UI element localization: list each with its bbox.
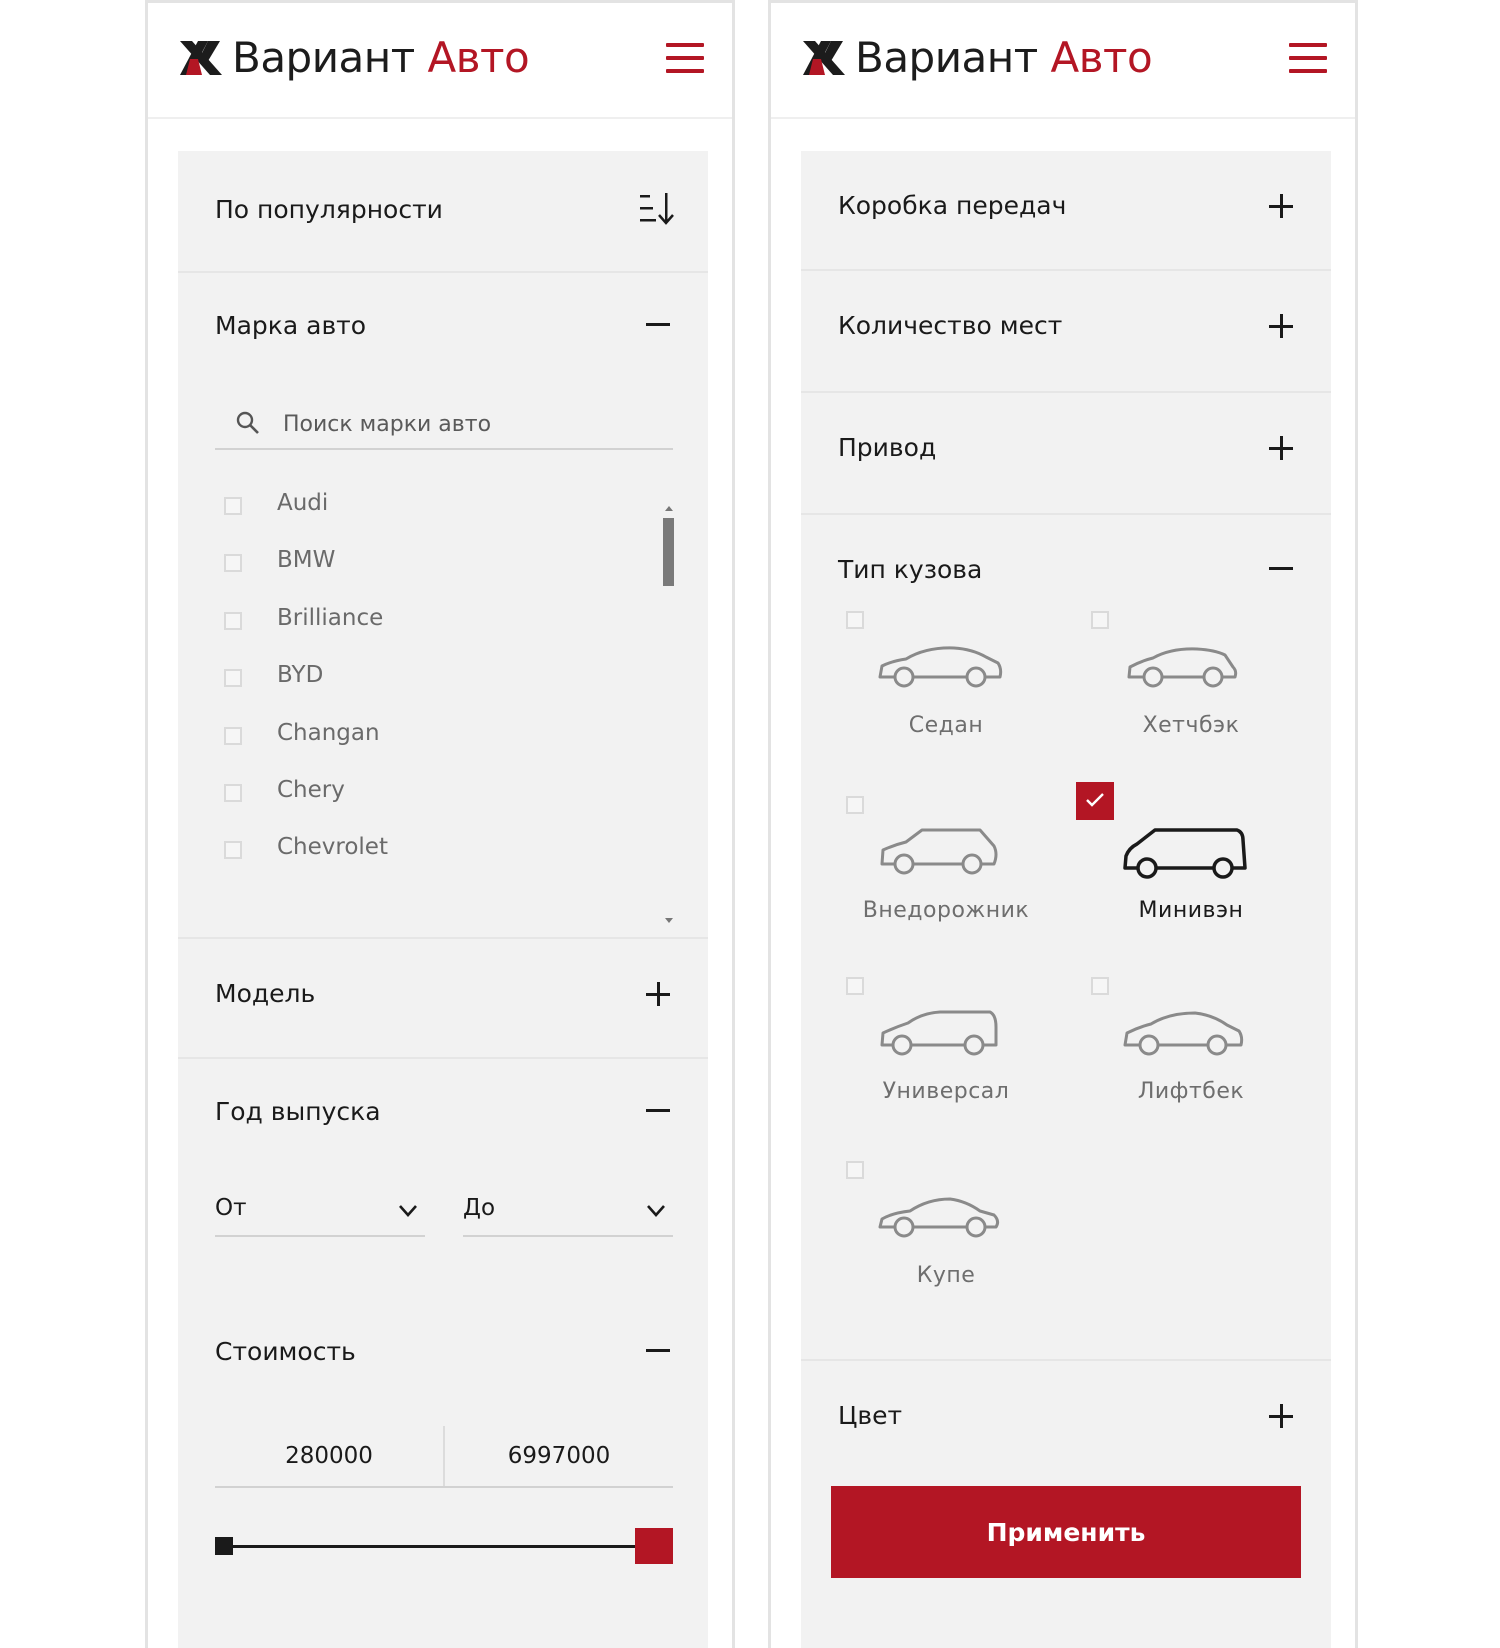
- filter-panel: [801, 151, 1331, 1648]
- year-from-select[interactable]: [215, 1185, 425, 1237]
- search-icon: [235, 410, 261, 436]
- make-option[interactable]: [215, 543, 615, 583]
- checkbox[interactable]: [846, 796, 864, 814]
- collapse-icon[interactable]: [1269, 555, 1295, 581]
- color-title: Цвет: [838, 1401, 903, 1430]
- body-type-label: Внедорожник: [862, 898, 1030, 923]
- checkbox[interactable]: [224, 612, 242, 630]
- logo-word-1: Вариант: [855, 33, 1038, 82]
- make-option[interactable]: [215, 601, 615, 641]
- expand-icon[interactable]: [646, 981, 672, 1007]
- year-from-label: От: [215, 1195, 247, 1221]
- checkbox[interactable]: [224, 841, 242, 859]
- body-type-label: Купе: [916, 1263, 976, 1288]
- checkbox[interactable]: [224, 497, 242, 515]
- filter-panel: [178, 151, 708, 1648]
- body-type-section-header[interactable]: [801, 515, 1331, 605]
- sort-icon[interactable]: [640, 193, 674, 225]
- coupe-car-icon: [876, 1191, 1006, 1241]
- make-option[interactable]: [215, 716, 615, 756]
- mobile-screen-filters-right: [768, 0, 1358, 1648]
- collapse-icon[interactable]: [646, 1337, 672, 1363]
- logo-mark-icon: [178, 39, 224, 77]
- body-type-option-hatchback[interactable]: [1091, 611, 1331, 781]
- checkbox[interactable]: [846, 611, 864, 629]
- model-section-header[interactable]: [178, 939, 708, 1057]
- make-option[interactable]: [215, 830, 615, 870]
- drive-title: Привод: [838, 433, 937, 462]
- checkbox[interactable]: [1091, 977, 1109, 995]
- logo[interactable]: [801, 33, 1152, 82]
- checkbox-checked[interactable]: [1076, 782, 1114, 820]
- logo-text: [232, 33, 529, 82]
- expand-icon[interactable]: [1269, 435, 1295, 461]
- header: [771, 3, 1355, 119]
- make-option-label: BYD: [277, 662, 324, 688]
- model-title: Модель: [215, 979, 316, 1008]
- year-to-select[interactable]: [463, 1185, 673, 1237]
- drive-section-header[interactable]: [801, 393, 1331, 511]
- logo-word-2: Авто: [1050, 33, 1153, 82]
- liftback-car-icon: [1121, 1007, 1251, 1057]
- mobile-screen-filters-left: [145, 0, 735, 1648]
- year-section-header[interactable]: [178, 1059, 708, 1149]
- checkbox[interactable]: [1091, 611, 1109, 629]
- wagon-car-icon: [876, 1007, 1006, 1057]
- make-option[interactable]: [215, 486, 615, 526]
- body-type-option-suv[interactable]: [846, 796, 1086, 966]
- price-min-input[interactable]: 280000: [285, 1443, 373, 1469]
- checkbox[interactable]: [224, 727, 242, 745]
- suv-car-icon: [876, 826, 1006, 876]
- body-type-option-wagon[interactable]: [846, 977, 1086, 1147]
- expand-icon[interactable]: [1269, 1403, 1295, 1429]
- sort-selector[interactable]: [178, 151, 708, 271]
- make-option-label: Changan: [277, 720, 380, 746]
- body-type-label: Седан: [908, 713, 984, 738]
- year-title: Год выпуска: [215, 1097, 381, 1126]
- sedan-car-icon: [876, 641, 1006, 691]
- logo-word-1: Вариант: [232, 33, 415, 82]
- hamburger-menu-icon[interactable]: [666, 43, 704, 75]
- logo-text: [855, 33, 1152, 82]
- body-type-option-coupe[interactable]: [846, 1161, 1086, 1331]
- scroll-up-arrow-icon[interactable]: [665, 506, 673, 511]
- make-title: Марка авто: [215, 311, 367, 340]
- logo[interactable]: [178, 33, 529, 82]
- apply-button[interactable]: Применить: [831, 1486, 1301, 1578]
- expand-icon[interactable]: [1269, 193, 1295, 219]
- price-section-header[interactable]: [178, 1299, 708, 1389]
- make-option[interactable]: [215, 773, 615, 813]
- slider-min-handle[interactable]: [215, 1537, 233, 1555]
- body-type-label: Минивэн: [1138, 898, 1244, 923]
- checkbox[interactable]: [224, 784, 242, 802]
- color-section-header[interactable]: [801, 1361, 1331, 1471]
- checkbox[interactable]: [224, 554, 242, 572]
- chevron-down-icon: [399, 1205, 417, 1217]
- transmission-title: Коробка передач: [838, 191, 1067, 220]
- price-max-input[interactable]: 6997000: [507, 1443, 611, 1469]
- scrollbar-thumb[interactable]: [663, 518, 674, 586]
- slider-max-handle[interactable]: [635, 1528, 673, 1564]
- logo-mark-icon: [801, 39, 847, 77]
- price-title: Стоимость: [215, 1337, 356, 1366]
- expand-icon[interactable]: [1269, 313, 1295, 339]
- minivan-car-icon: [1121, 826, 1251, 880]
- logo-word-2: Авто: [427, 33, 530, 82]
- hatchback-car-icon: [1121, 641, 1251, 691]
- make-list-scrollbar[interactable]: [663, 506, 675, 926]
- seats-title: Количество мест: [838, 311, 1063, 340]
- checkbox[interactable]: [846, 1161, 864, 1179]
- seats-section-header[interactable]: [801, 271, 1331, 389]
- make-option-label: Chevrolet: [277, 834, 388, 860]
- price-range-slider[interactable]: [215, 1526, 673, 1566]
- make-search-input[interactable]: [283, 406, 663, 442]
- make-section-header[interactable]: [178, 273, 708, 363]
- checkbox[interactable]: [846, 977, 864, 995]
- make-option-label: Chery: [277, 777, 345, 803]
- make-option-label: Brilliance: [277, 605, 384, 631]
- scroll-down-arrow-icon[interactable]: [665, 918, 673, 923]
- checkbox[interactable]: [224, 669, 242, 687]
- transmission-section-header[interactable]: [801, 151, 1331, 269]
- hamburger-menu-icon[interactable]: [1289, 43, 1327, 75]
- body-type-label: Хетчбэк: [1142, 713, 1240, 738]
- header: [148, 3, 732, 119]
- body-type-label: Лифтбек: [1137, 1079, 1245, 1104]
- body-type-option-sedan[interactable]: [846, 611, 1086, 781]
- price-inputs: [215, 1426, 673, 1488]
- make-search: [215, 402, 673, 450]
- make-option-label: BMW: [277, 547, 336, 573]
- collapse-icon[interactable]: [646, 311, 672, 337]
- make-option[interactable]: [215, 658, 615, 698]
- slider-track: [225, 1545, 645, 1548]
- make-option-label: Audi: [277, 490, 329, 516]
- chevron-down-icon: [647, 1205, 665, 1217]
- body-type-option-minivan[interactable]: [1091, 796, 1331, 966]
- year-to-label: До: [463, 1195, 496, 1221]
- body-type-option-liftback[interactable]: [1091, 977, 1331, 1147]
- body-type-label: Универсал: [882, 1079, 1010, 1104]
- collapse-icon[interactable]: [646, 1097, 672, 1123]
- checkmark-icon: [1085, 792, 1105, 808]
- sort-label: По популярности: [215, 195, 443, 224]
- body-type-title: Тип кузова: [838, 555, 983, 584]
